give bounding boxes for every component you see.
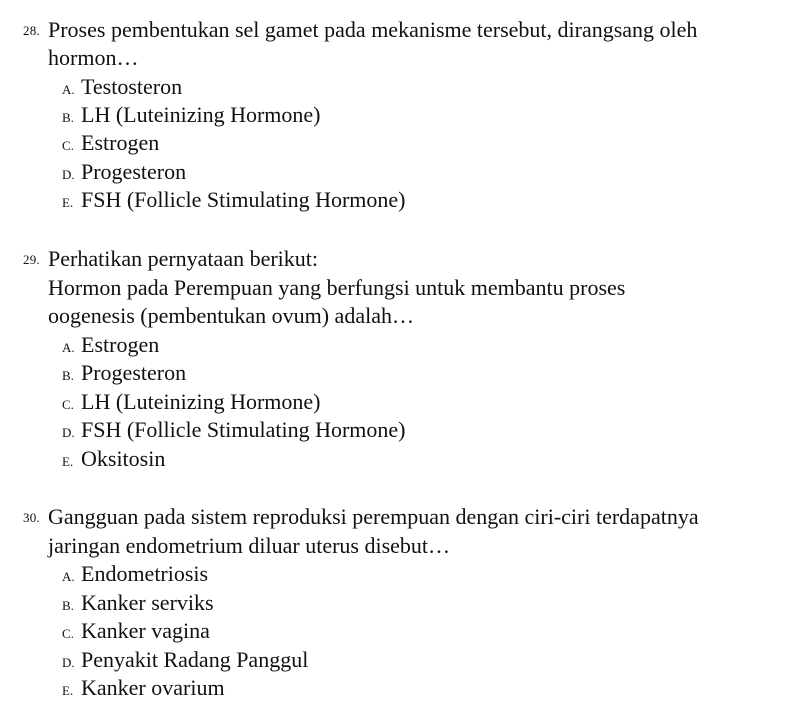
option-letter: C. [62, 138, 74, 153]
question-number: 30. [23, 510, 40, 525]
question-text-line: jaringan endometrium diluar uterus disebut… [48, 533, 451, 558]
option-text: Endometriosis [81, 561, 209, 586]
option-c[interactable] [62, 129, 159, 157]
option-text: Progesteron [81, 159, 187, 184]
option-letter: D. [62, 655, 75, 670]
option-e[interactable] [62, 186, 406, 214]
option-text: Estrogen [81, 332, 160, 357]
question-text-line: Gangguan pada sistem reproduksi perempuan dengan ciri-ciri terdapatnya [48, 504, 699, 529]
option-b[interactable] [62, 359, 186, 387]
option-letter: E. [62, 195, 74, 210]
option-letter: C. [62, 626, 74, 641]
option-letter: B. [62, 368, 74, 383]
option-letter: C. [62, 397, 74, 412]
option-a[interactable] [62, 560, 208, 588]
option-b[interactable] [62, 101, 321, 129]
option-text: LH (Luteinizing Hormone) [81, 389, 321, 414]
question-text-line: Proses pembentukan sel gamet pada mekanisme tersebut, dirangsang oleh [48, 17, 698, 42]
option-letter: B. [62, 598, 74, 613]
option-text: FSH (Follicle Stimulating Hormone) [81, 417, 406, 442]
option-letter: E. [62, 683, 74, 698]
option-d[interactable] [62, 158, 186, 186]
option-letter: D. [62, 167, 75, 182]
option-text: Kanker ovarium [81, 675, 225, 700]
question-number: 28. [23, 23, 40, 38]
question-number: 29. [23, 252, 40, 267]
option-d[interactable] [62, 646, 308, 674]
option-text: Penyakit Radang Panggul [81, 647, 309, 672]
question-text-line: Perhatikan pernyataan berikut: [48, 246, 319, 271]
option-e[interactable] [62, 674, 225, 702]
question-text-line: hormon… [48, 45, 139, 70]
question-text-line: Hormon pada Perempuan yang berfungsi untuk membantu proses [48, 275, 626, 300]
option-a[interactable] [62, 73, 182, 101]
option-e[interactable] [62, 445, 165, 473]
option-text: LH (Luteinizing Hormone) [81, 102, 321, 127]
option-letter: D. [62, 425, 75, 440]
option-letter: B. [62, 110, 74, 125]
option-text: Kanker serviks [81, 590, 214, 615]
option-text: Testosteron [81, 74, 183, 99]
option-c[interactable] [62, 388, 321, 416]
option-text: Progesteron [81, 360, 187, 385]
option-text: Kanker vagina [81, 618, 210, 643]
option-c[interactable] [62, 617, 210, 645]
question-text-line: oogenesis (pembentukan ovum) adalah… [48, 303, 414, 328]
option-letter: A. [62, 569, 75, 584]
option-a[interactable] [62, 331, 159, 359]
option-letter: E. [62, 454, 74, 469]
option-text: FSH (Follicle Stimulating Hormone) [81, 187, 406, 212]
option-letter: A. [62, 82, 75, 97]
option-text: Oksitosin [81, 446, 166, 471]
option-text: Estrogen [81, 130, 160, 155]
option-letter: A. [62, 340, 75, 355]
option-d[interactable] [62, 416, 406, 444]
option-b[interactable] [62, 589, 214, 617]
